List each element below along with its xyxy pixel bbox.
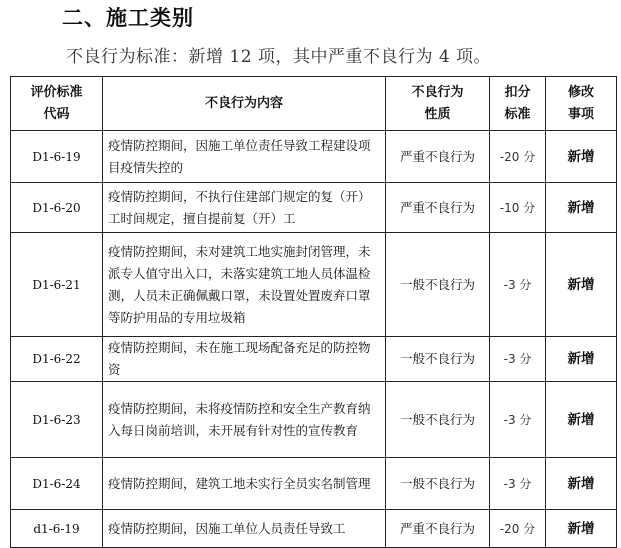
row-score: -3 分 <box>490 233 546 337</box>
table-row <box>11 458 617 510</box>
header-nature: 不良行为 性质 <box>386 77 490 131</box>
intro-text: 不良行为标准：新增 12 项，其中严重不良行为 4 项。 <box>66 47 492 67</box>
row-score: -20 分 <box>490 510 546 548</box>
row-change: 新增 <box>546 382 617 458</box>
row-score: -3 分 <box>490 458 546 510</box>
row-code: D1-6-20 <box>11 183 103 233</box>
row-code: D1-6-19 <box>11 131 103 183</box>
table-row <box>11 337 617 382</box>
row-score: -20 分 <box>490 131 546 183</box>
row-change: 新增 <box>546 131 617 183</box>
row-content: 疫情防控期间，建筑工地未实行全员实名制管理 <box>103 458 386 510</box>
row-nature: 严重不良行为 <box>386 510 490 548</box>
row-content: 疫情防控期间，未将疫情防控和安全生产教育纳入每日岗前培训，未开展有针对性的宣传教育 <box>103 382 386 458</box>
row-change: 新增 <box>546 337 617 382</box>
row-content: 疫情防控期间，因施工单位人员责任导致工 <box>103 510 386 548</box>
table-row <box>11 510 617 548</box>
row-score: -3 分 <box>490 382 546 458</box>
row-code: D1-6-23 <box>11 382 103 458</box>
row-code: D1-6-24 <box>11 458 103 510</box>
row-nature: 一般不良行为 <box>386 233 490 337</box>
row-nature: 一般不良行为 <box>386 382 490 458</box>
table-row <box>11 183 617 233</box>
row-nature: 严重不良行为 <box>386 183 490 233</box>
row-code: d1-6-19 <box>11 510 103 548</box>
row-nature: 严重不良行为 <box>386 131 490 183</box>
row-change: 新增 <box>546 510 617 548</box>
row-change: 新增 <box>546 458 617 510</box>
table-row <box>11 131 617 183</box>
header-content: 不良行为内容 <box>103 77 386 131</box>
behavior-table <box>10 76 617 548</box>
header-change: 修改 事项 <box>546 77 617 131</box>
row-content: 疫情防控期间，未对建筑工地实施封闭管理，未派专人值守出入口，未落实建筑工地人员体温检测，人员未正确佩戴口罩，未设置处置废弃口罩等防护用品的专用垃圾箱 <box>103 233 386 337</box>
row-nature: 一般不良行为 <box>386 337 490 382</box>
row-score: -10 分 <box>490 183 546 233</box>
row-change: 新增 <box>546 183 617 233</box>
row-score: -3 分 <box>490 337 546 382</box>
row-code: D1-6-22 <box>11 337 103 382</box>
header-code: 评价标准 代码 <box>11 77 103 131</box>
row-content: 疫情防控期间，未在施工现场配备充足的防控物资 <box>103 337 386 382</box>
row-code: D1-6-21 <box>11 233 103 337</box>
table-header-row <box>11 77 617 131</box>
row-nature: 一般不良行为 <box>386 458 490 510</box>
header-score: 扣分 标准 <box>490 77 546 131</box>
row-content: 疫情防控期间，不执行住建部门规定的复（开）工时间规定，擅自提前复（开）工 <box>103 183 386 233</box>
row-content: 疫情防控期间，因施工单位责任导致工程建设项目疫情失控的 <box>103 131 386 183</box>
row-change: 新增 <box>546 233 617 337</box>
section-title: 二、施工类别 <box>62 5 194 30</box>
table-row <box>11 382 617 458</box>
table-row <box>11 233 617 337</box>
